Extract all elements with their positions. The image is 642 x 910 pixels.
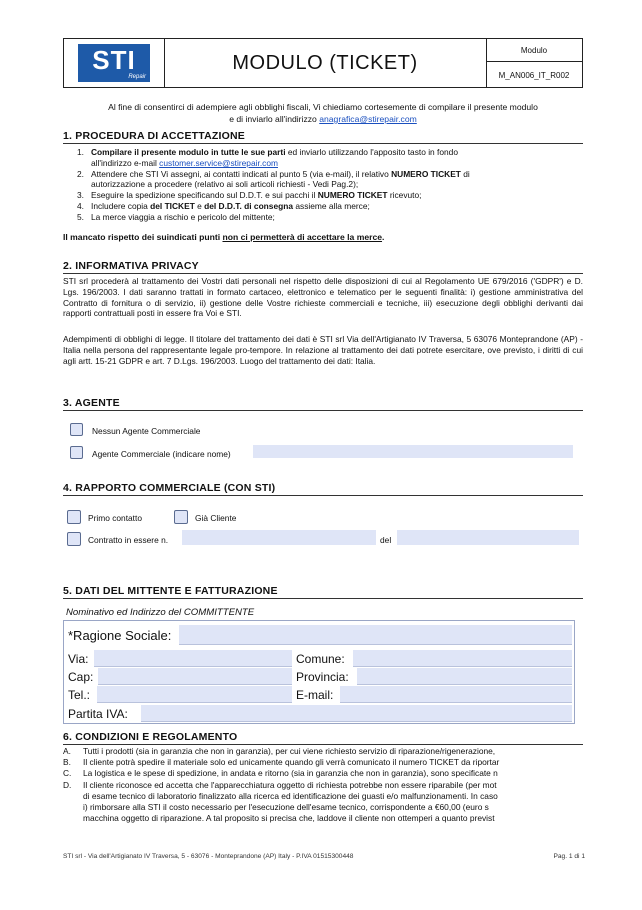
no-agent-checkbox[interactable] — [70, 423, 83, 436]
item-number: 4. — [77, 200, 84, 211]
list-item-cont — [63, 158, 583, 169]
item-text: assieme alla merce; — [293, 200, 370, 211]
list-item-cont — [63, 179, 583, 190]
item-text: all'indirizzo e-mail — [91, 157, 160, 168]
logo-text: STI — [92, 45, 136, 75]
condition-letter: C. — [63, 768, 72, 779]
privacy-paragraph-1: STI srl procederà al trattamento dei Vostri dati personali nel rispetto delle disposizioni di cui al Regolamento UE 679/2016 ('GDPR') e D. Lgs. 196/2003. I dati saranno trattati in formato cartaceo, elettronico e telematico per le seguenti finalità: i) gestione amministrativa del Contratto di fornitura o di servizio, ii) gestione delle Vostre richieste commerciali e tecniche, iii) esecuzione degli obblighi derivanti dai rapporti contrattuali posti in essere fra Voi e STI. — [63, 276, 583, 319]
item-text: e — [194, 200, 205, 211]
item-text: Includere copia — [91, 200, 151, 211]
no-agent-label: Nessun Agente Commerciale — [92, 426, 201, 436]
item-number: 5. — [77, 211, 84, 222]
intro-line-2-prefix: e di inviarlo all'indirizzo — [229, 114, 320, 124]
item-text: di — [460, 168, 470, 179]
cap-label: Cap: — [68, 670, 94, 684]
condition-text: macchina oggetto di riparazione. A tal proposito si precisa che, laddove il cliente non ottemperi a quanto previst — [83, 813, 495, 824]
via-label: Via: — [68, 652, 89, 666]
agent-label: Agente Commerciale (indicare nome) — [92, 449, 231, 459]
sti-logo — [78, 44, 150, 82]
privacy-paragraph-2: Adempimenti di obblighi di legge. Il titolare del trattamento dei dati è STI srl Via dell'Artigianato IV Traversa, 5 63076 Monteprandone (AP) - Italia nella persona del rappresentante legale pro-tempore. In relazione al trattamento dei dati potrete esercitare, ove previsto, i diritti di cui agli artt. 15-21 GDPR e art. 7 D.Lgs. 196/2003. Luogo del trattamento dei dati: Italia. — [63, 334, 583, 366]
condition-text: Tutti i prodotti (sia in garanzia che non in garanzia), per cui viene richiesto servizio di riparazione/rigenerazione, — [83, 746, 496, 756]
item-bold: NUMERO TICKET — [391, 168, 461, 179]
ragione-sociale-label: *Ragione Sociale: — [68, 628, 172, 643]
tel-label: Tel.: — [68, 688, 91, 702]
footer-address: STI srl - Via dell'Artigianato IV Traversa, 5 - 63076 - Monteprandone (AP) Italy - P.IVA 01515300448 — [63, 853, 354, 860]
existing-client-checkbox[interactable] — [174, 510, 188, 524]
list-item — [63, 201, 583, 212]
section-1-list — [63, 147, 583, 223]
warning-text: Il mancato rispetto dei suindicati punti — [63, 232, 223, 242]
code-label: Modulo — [486, 39, 582, 62]
warning-underlined: non ci permetterà di accettare la merce — [222, 232, 383, 242]
item-number: 1. — [77, 147, 84, 157]
intro-line-2 — [63, 113, 583, 125]
warning-end: . — [382, 232, 385, 242]
contract-date-field[interactable] — [397, 530, 579, 545]
contract-date-label: del — [380, 535, 392, 545]
condition-letter — [63, 813, 83, 824]
contract-label: Contratto in essere n. — [88, 535, 169, 545]
email-field[interactable] — [340, 686, 572, 703]
section-4-title: 4. RAPPORTO COMMERCIALE (CON STI) — [63, 482, 583, 496]
comune-label: Comune: — [296, 652, 345, 666]
intro-text — [63, 101, 583, 125]
code-value: M_AN006_IT_R002 — [498, 70, 570, 80]
ragione-sociale-field[interactable] — [179, 625, 572, 645]
intro-line-1: Al fine di consentirci di adempiere agli obblighi fiscali, Vi chiediamo cortesemente di compilare il presente modulo — [108, 102, 538, 112]
condition-letter: B. — [63, 757, 71, 768]
agent-checkbox[interactable] — [70, 446, 83, 459]
existing-client-label: Già Cliente — [195, 513, 237, 523]
condition-letter: D. — [63, 779, 72, 790]
page-footer — [63, 853, 585, 860]
condition-text: i) rimborsare alla STI il costo necessario per l'esecuzione dell'esame tecnico, corrispondente a €60,00 (euro s — [83, 802, 489, 813]
provincia-label: Provincia: — [296, 670, 349, 684]
item-bold: del D.D.T. di consegna — [204, 200, 294, 211]
comune-field[interactable] — [353, 650, 572, 667]
condition-text: Il cliente riconosce ed accetta che l'apparecchiatura oggetto di richiesta potrebbe non essere riparabile (per mot — [83, 779, 497, 790]
customer-service-email-link[interactable]: customer.service@stirepair.com — [159, 157, 278, 168]
section-5-title: 5. DATI DEL MITTENTE E FATTURAZIONE — [63, 585, 583, 599]
condition-line — [63, 768, 583, 779]
condition-line — [63, 813, 583, 824]
logo-cell — [64, 39, 165, 87]
page-number: Pag. 1 di 1 — [553, 853, 585, 860]
email-label: E-mail: — [296, 688, 334, 702]
via-field[interactable] — [94, 650, 292, 667]
condition-text: di esame tecnico di laboratorio finalizzato alla ricerca ed identificazione dei guasti e/o malfunzionamenti. In caso — [83, 790, 498, 801]
partita-iva-label: Partita IVA: — [68, 707, 128, 721]
cap-field[interactable] — [98, 668, 292, 685]
partita-iva-field[interactable] — [141, 705, 572, 722]
first-contact-label: Primo contatto — [88, 513, 142, 523]
condition-line — [63, 802, 583, 813]
conditions-list — [63, 746, 583, 824]
document-code — [486, 39, 582, 87]
item-bold: Compilare il presente modulo in tutte le sue parti — [91, 147, 286, 157]
item-text: ricevuto; — [387, 190, 422, 201]
condition-letter — [63, 802, 83, 813]
condition-letter: A. — [63, 746, 71, 756]
condition-line — [63, 757, 583, 768]
document-title: MODULO (TICKET) — [164, 39, 487, 87]
committente-subtitle: Nominativo ed Indirizzo del COMMITTENTE — [66, 607, 255, 618]
logo-subtext: Repair — [128, 74, 146, 80]
condition-text: Il cliente potrà spedire il materiale solo ed unicamente quando gli verrà comunicato il numero TICKET da riportar — [83, 757, 500, 768]
item-number: 2. — [77, 168, 84, 179]
condition-line — [63, 791, 583, 802]
acceptance-warning — [63, 232, 384, 242]
condition-line — [63, 746, 583, 757]
item-text: autorizzazione a procedere (relativo ai soli articoli richiesti - Vedi Pag.2); — [91, 179, 359, 190]
agent-name-field[interactable] — [253, 445, 573, 458]
item-number: 3. — [77, 190, 84, 201]
item-text: La merce viaggia a rischio e pericolo del mittente; — [91, 211, 275, 222]
list-item — [63, 212, 583, 223]
first-contact-checkbox[interactable] — [67, 510, 81, 524]
section-3-title: 3. AGENTE — [63, 397, 583, 411]
list-item — [63, 169, 583, 180]
anagrafica-email-link[interactable]: anagrafica@stirepair.com — [319, 114, 417, 124]
item-text: Eseguire la spedizione specificando sul D.D.T. e sui pacchi il — [91, 190, 318, 201]
document-header — [63, 38, 583, 88]
section-6-title: 6. CONDIZIONI E REGOLAMENTO — [63, 731, 583, 745]
condition-text: La logistica e le spese di spedizione, in andata e ritorno (sia in garanzia che non in garanzia), sono specificate n — [83, 768, 498, 779]
item-text: Attendere che STI Vi assegni, ai contatti indicati al punto 5 (via e-mail), il relativo — [91, 168, 392, 179]
contract-checkbox[interactable] — [67, 532, 81, 546]
section-1-title: 1. PROCEDURA DI ACCETTAZIONE — [63, 130, 583, 144]
item-bold: del TICKET — [150, 200, 195, 211]
condition-letter — [63, 791, 83, 802]
tel-field[interactable] — [97, 686, 292, 703]
section-2-title: 2. INFORMATIVA PRIVACY — [63, 260, 583, 274]
item-bold: NUMERO TICKET — [317, 190, 388, 201]
contract-number-field[interactable] — [182, 530, 376, 545]
item-text: ed inviarlo utilizzando l'apposito tasto in fondo — [285, 147, 458, 157]
list-item — [63, 147, 583, 158]
condition-line — [63, 780, 583, 791]
list-item — [63, 190, 583, 201]
provincia-field[interactable] — [357, 668, 572, 685]
